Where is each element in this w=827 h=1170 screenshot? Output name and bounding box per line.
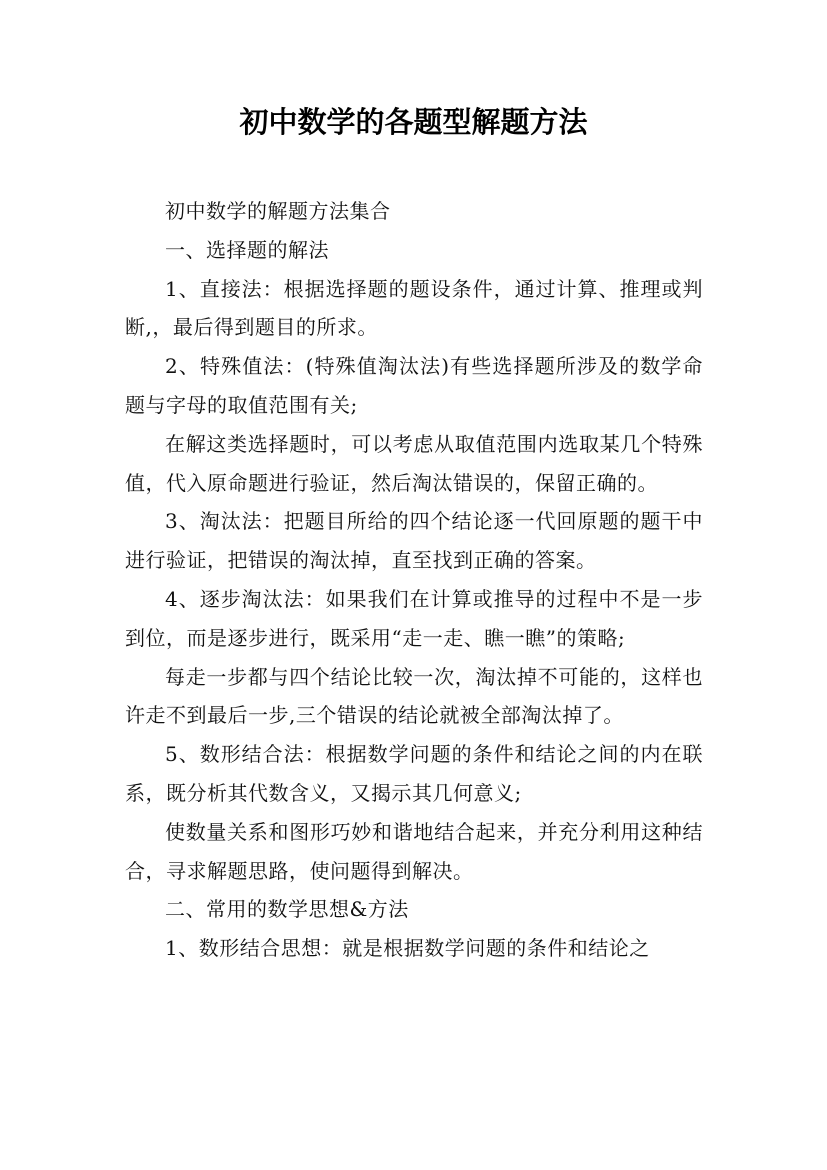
paragraph: 初中数学的解题方法集合 <box>165 199 391 223</box>
paragraph: 1、数形结合思想：就是根据数学问题的条件和结论之 <box>165 936 650 961</box>
document-title: 初中数学的各题型解题方法 <box>239 105 588 139</box>
document-body <box>125 192 703 968</box>
paragraph: 每走一步都与四个结论比较一次，淘汰掉不可能的，这样也许走不到最后一步,三个错误的结论就被全部淘汰掉了。 <box>125 664 703 728</box>
paragraph: 3、淘汰法：把题目所给的四个结论逐一代回原题的题干中进行验证，把错误的淘汰掉，直至找到正确的答案。 <box>125 509 703 573</box>
paragraph: 使数量关系和图形巧妙和谐地结合起来，并充分利用这种结合，寻求解题思路，使问题得到解决。 <box>125 819 703 883</box>
paragraph: 在解这类选择题时，可以考虑从取值范围内选取某几个特殊值，代入原命题进行验证，然后淘汰错误的，保留正确的。 <box>125 431 703 495</box>
paragraph: 2、特殊值法：(特殊值淘汰法)有些选择题所涉及的数学命题与字母的取值范围有关; <box>125 354 703 417</box>
paragraph: 二、常用的数学思想&方法 <box>165 897 409 922</box>
paragraph: 5、数形结合法：根据数学问题的条件和结论之间的内在联系，既分析其代数含义，又揭示其几何意义; <box>125 742 703 805</box>
paragraph: 4、逐步淘汰法：如果我们在计算或推导的过程中不是一步到位，而是逐步进行，既采用“走一走、瞧一瞧”的策略; <box>125 586 703 650</box>
paragraph: 一、选择题的解法 <box>165 237 329 262</box>
paragraph: 1、直接法：根据选择题的题设条件，通过计算、推理或判断,，最后得到题目的所求。 <box>125 276 703 340</box>
